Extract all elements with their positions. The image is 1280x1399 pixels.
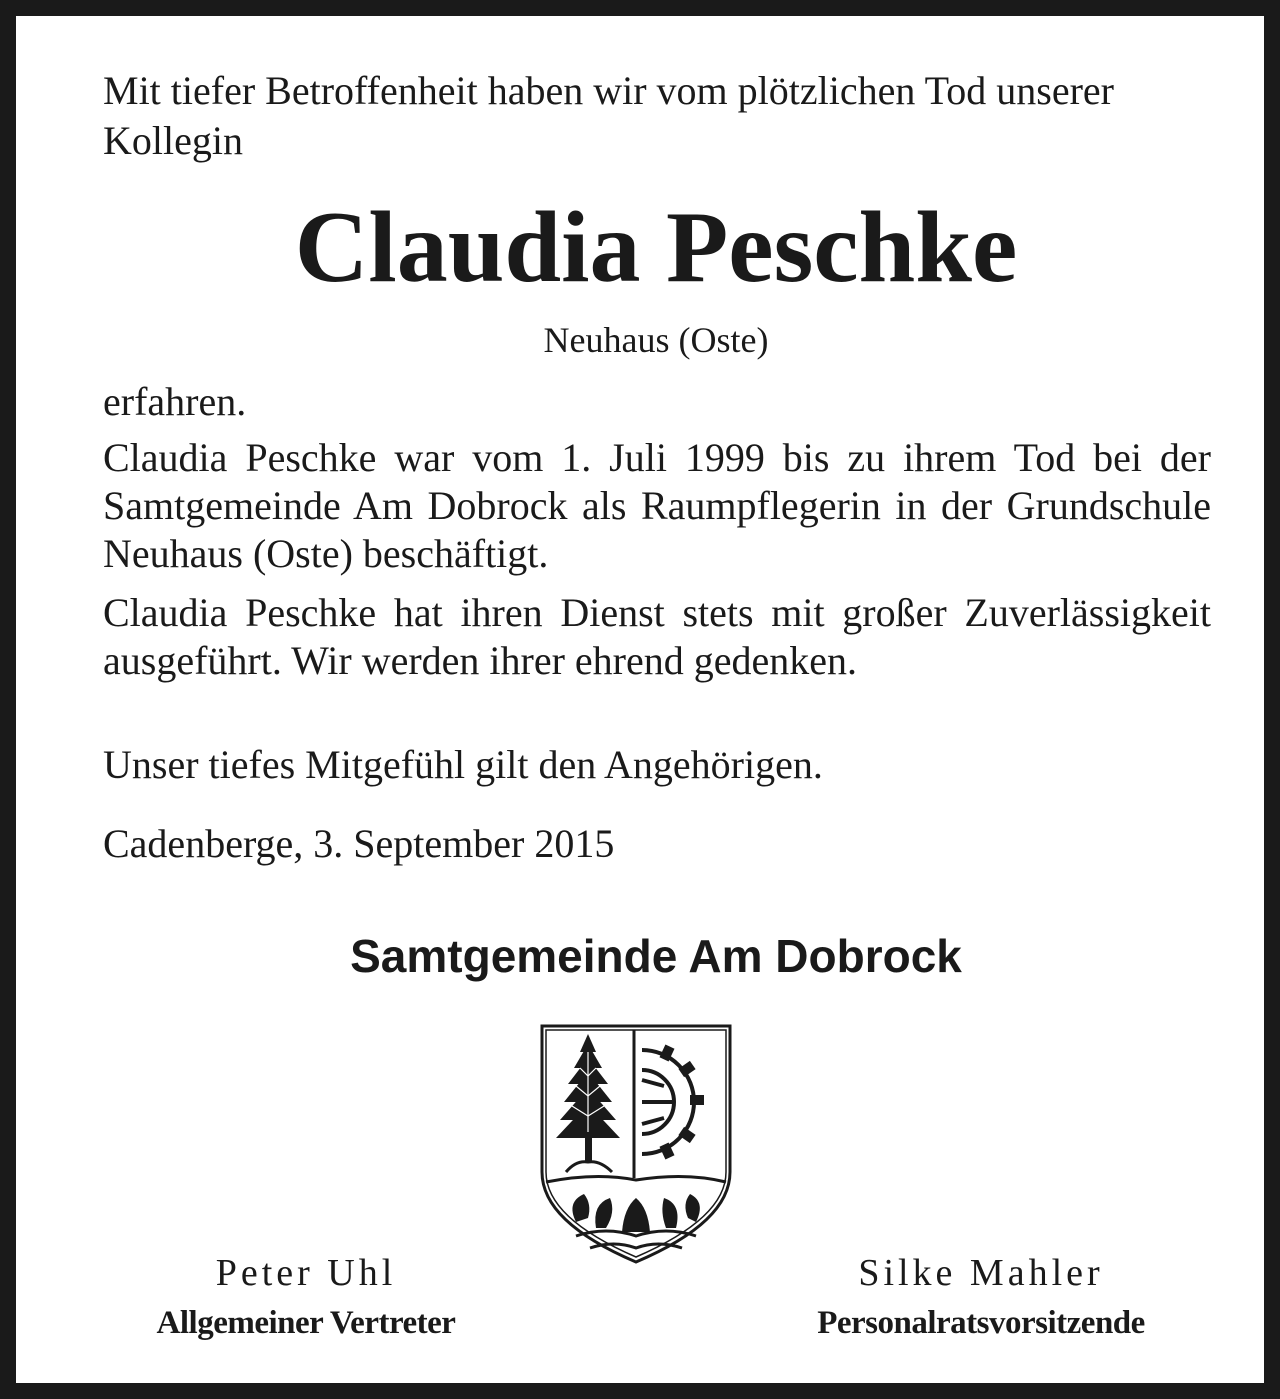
employment-paragraph: Claudia Peschke war vom 1. Juli 1999 bis zu ihrem Tod bei der Samtgemeinde Am Dobrock als Raumpflegerin in der Grundschule Neuhaus (Oste) beschäftigt. bbox=[103, 435, 1211, 576]
signatory-name: Silke Mahler bbox=[858, 1252, 1104, 1294]
coat-of-arms-icon bbox=[536, 1022, 736, 1266]
tribute-paragraph: Claudia Peschke hat ihren Dienst stets mit großer Zuverlässigkeit ausgeführt. Wir werden ihrer ehrend gedenken. bbox=[103, 590, 1211, 683]
organization-name: Samtgemeinde Am Dobrock bbox=[350, 930, 962, 982]
signatory-role: Personalratsvorsitzende bbox=[817, 1305, 1145, 1341]
deceased-name: Claudia Peschke bbox=[294, 191, 1018, 304]
intro-continuation: erfahren. bbox=[103, 379, 247, 424]
date-line: Cadenberge, 3. September 2015 bbox=[103, 821, 615, 866]
signatory-name: Peter Uhl bbox=[215, 1252, 397, 1294]
signatory-role: Allgemeiner Vertreter bbox=[156, 1305, 456, 1341]
signature-right bbox=[736, 1248, 1226, 1348]
deceased-place: Neuhaus (Oste) bbox=[543, 320, 769, 360]
condolence-paragraph: Unser tiefes Mitgefühl gilt den Angehörigen. bbox=[103, 742, 823, 787]
intro-text: Mit tiefer Betroffenheit haben wir vom plötzlichen Tod unserer Kollegin bbox=[103, 68, 1114, 163]
signature-left bbox=[76, 1248, 536, 1348]
